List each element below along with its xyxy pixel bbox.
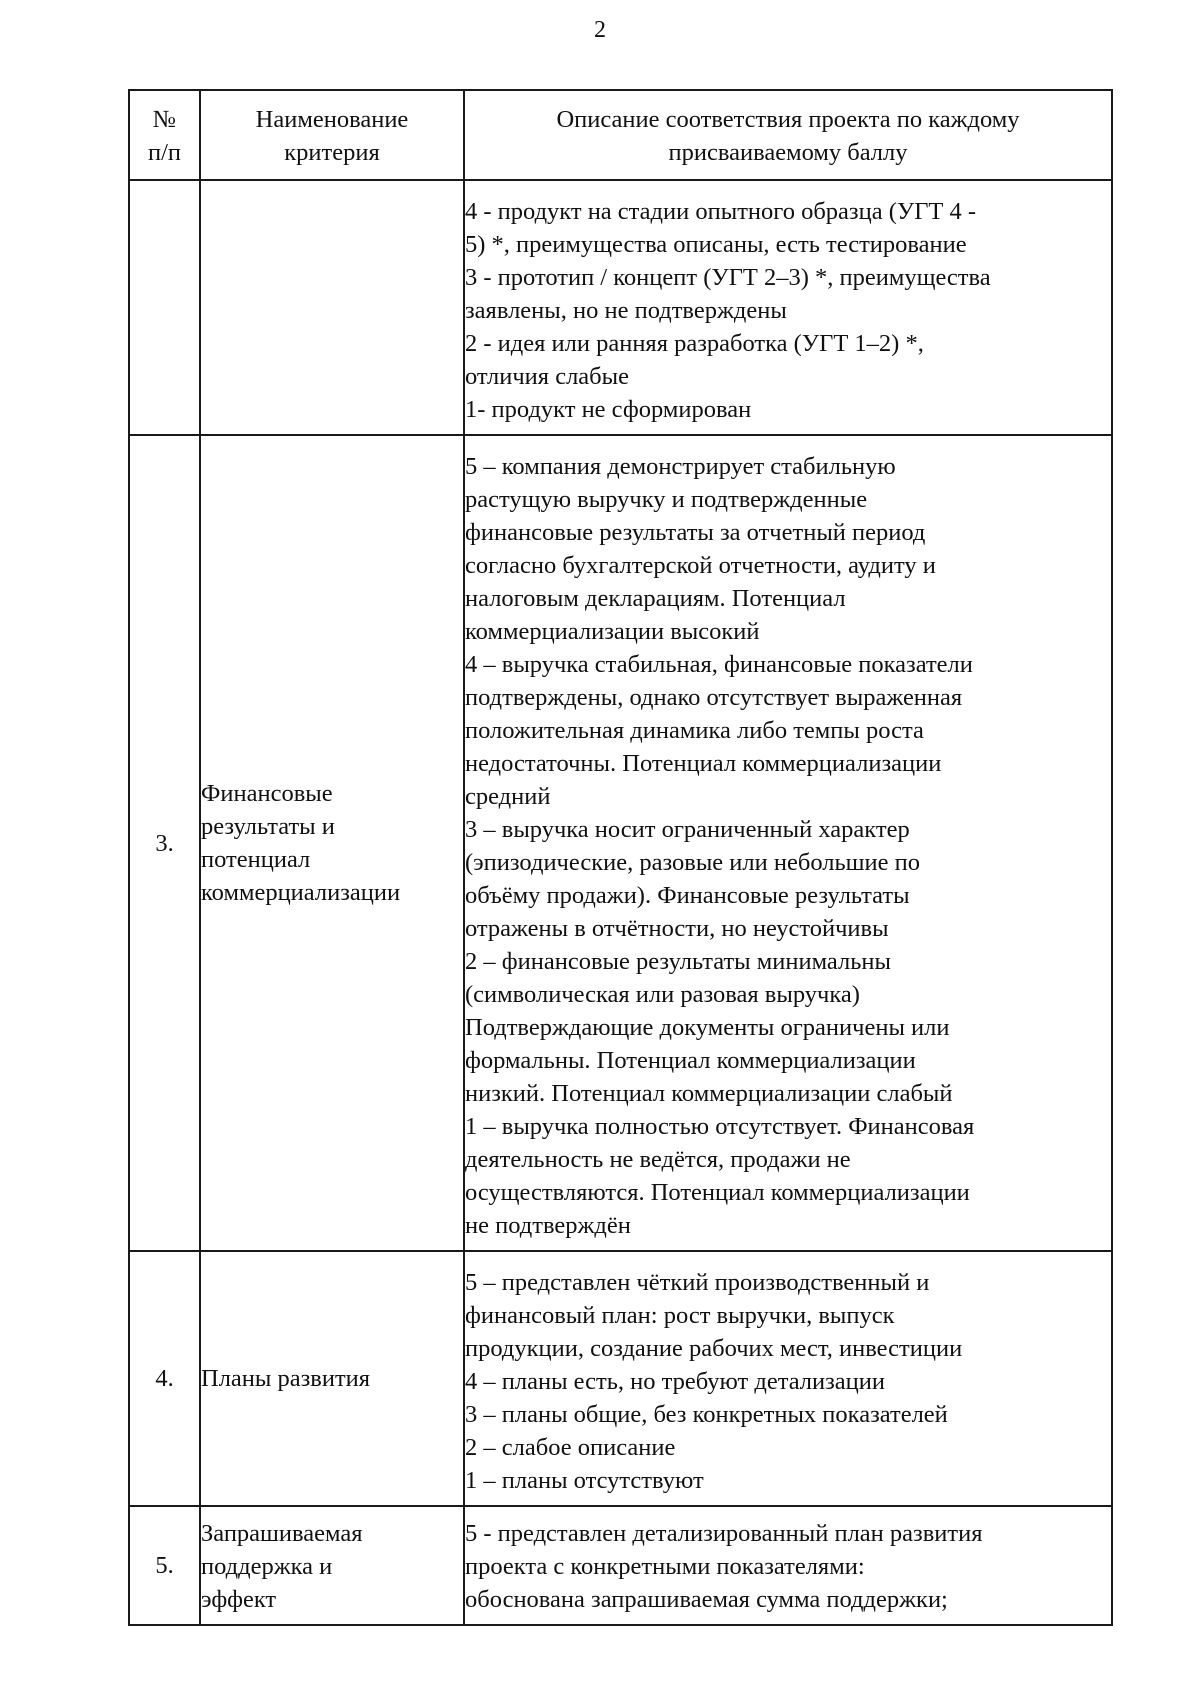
criterion-description-line: Подтверждающие документы ограничены или: [465, 1014, 950, 1041]
criterion-description-line: 5) *, преимущества описаны, есть тестирование: [465, 231, 967, 258]
header-description: [465, 91, 1111, 179]
criterion-description-line: обоснована запрашиваемая сумма поддержки;: [465, 1586, 948, 1613]
criterion-description-line: 1- продукт не сформирован: [465, 396, 752, 423]
criterion-description-line: 4 - продукт на стадии опытного образца (УГТ 4 -: [465, 198, 976, 225]
criterion-description-line: продукции, создание рабочих мест, инвестиции: [465, 1335, 963, 1362]
criterion-description-line: отличия слабые: [465, 363, 629, 390]
criterion-name-line: Планы развития: [201, 1365, 371, 1392]
criterion-description-line: 4 – планы есть, но требуют детализации: [465, 1368, 886, 1395]
criterion-description-cell: [464, 180, 1112, 435]
criterion-description-line: (эпизодические, разовые или небольшие по: [465, 849, 920, 876]
criterion-name-line: результаты и: [201, 813, 335, 840]
criterion-name-cell: [200, 435, 464, 1251]
criterion-description-line: 2 - идея или ранняя разработка (УГТ 1–2) *,: [465, 330, 924, 357]
header-description-cell: [464, 90, 1112, 180]
table-row: [129, 435, 1112, 1251]
row-number-cell: [129, 1251, 200, 1506]
criterion-description-cell: [464, 435, 1112, 1251]
header-num-cell: [129, 90, 200, 180]
criterion-name-line: потенциал: [201, 846, 311, 873]
criterion-name-cell: [200, 1251, 464, 1506]
criterion-description-line: 2 – слабое описание: [465, 1434, 676, 1461]
criterion-description-line: недостаточны. Потенциал коммерциализации: [465, 750, 942, 777]
criterion-description-line: не подтверждён: [465, 1212, 631, 1239]
criterion-description-line: деятельность не ведётся, продажи не: [465, 1146, 851, 1173]
header-description-line: Описание соответствия проекта по каждому: [556, 106, 1020, 133]
header-name-cell: [200, 90, 464, 180]
criterion-description-line: 3 – планы общие, без конкретных показателей: [465, 1401, 948, 1428]
criterion-name-cell: [200, 180, 464, 435]
row-number: 5.: [155, 1552, 174, 1579]
criterion-name-line: эффект: [201, 1586, 277, 1613]
page-number: 2: [594, 17, 606, 43]
criterion-description-line: 1 – выручка полностью отсутствует. Финансовая: [465, 1113, 975, 1140]
criterion-description-line: налоговым декларациям. Потенциал: [465, 585, 846, 612]
criterion-description-line: финансовый план: рост выручки, выпуск: [465, 1302, 895, 1329]
criteria-table: [128, 89, 1113, 1626]
row-number-cell: [129, 180, 200, 435]
criterion-description-line: 3 – выручка носит ограниченный характер: [465, 816, 910, 843]
row-number-cell: [129, 1506, 200, 1625]
criterion-description-line: подтверждены, однако отсутствует выраженная: [465, 684, 963, 711]
table-row: [129, 1506, 1112, 1625]
header-num-line: п/п: [147, 139, 182, 166]
criterion-description-line: заявлены, но не подтверждены: [465, 297, 787, 324]
table-row: [129, 180, 1112, 435]
criterion-description-line: формальны. Потенциал коммерциализации: [465, 1047, 916, 1074]
criterion-description-line: 1 – планы отсутствуют: [465, 1467, 704, 1494]
table-header-row: [129, 90, 1112, 180]
criterion-description-line: 5 – представлен чёткий производственный и: [465, 1269, 930, 1296]
header-description-line: присваиваемому баллу: [668, 139, 908, 166]
criterion-name-line: Запрашиваемая: [201, 1520, 363, 1547]
criterion-name-cell: [200, 1506, 464, 1625]
criterion-description-line: финансовые результаты за отчетный период: [465, 519, 926, 546]
header-num-line: №: [152, 106, 177, 133]
criterion-description-cell: [464, 1506, 1112, 1625]
header-num: [130, 91, 199, 179]
criterion-description-line: средний: [465, 783, 551, 810]
row-number-cell: [129, 435, 200, 1251]
header-name-line: критерия: [284, 139, 380, 166]
table-body: [129, 180, 1112, 1625]
criterion-description-line: 5 - представлен детализированный план развития: [465, 1520, 983, 1547]
criterion-description-line: объёму продажи). Финансовые результаты: [465, 882, 910, 909]
criterion-description-line: (символическая или разовая выручка): [465, 981, 860, 1008]
criterion-description-line: низкий. Потенциал коммерциализации слабый: [465, 1080, 953, 1107]
criterion-description-line: согласно бухгалтерской отчетности, аудиту и: [465, 552, 936, 579]
criterion-name-line: коммерциализации: [201, 879, 401, 906]
header-name: [201, 91, 463, 179]
criterion-description-line: отражены в отчётности, но неустойчивы: [465, 915, 889, 942]
row-number: 3.: [155, 829, 174, 857]
criterion-description-line: 3 - прототип / концепт (УГТ 2–3) *, преимущества: [465, 264, 991, 291]
row-number: 4.: [155, 1365, 174, 1392]
criterion-name-line: поддержка и: [201, 1553, 333, 1580]
header-name-line: Наименование: [255, 106, 409, 133]
criterion-description-line: 2 – финансовые результаты минимальны: [465, 948, 891, 975]
criterion-description-line: осуществляются. Потенциал коммерциализации: [465, 1179, 970, 1206]
criterion-description-line: 5 – компания демонстрирует стабильную: [465, 453, 896, 480]
criterion-description-line: 4 – выручка стабильная, финансовые показатели: [465, 651, 973, 678]
criterion-description-line: проекта с конкретными показателями:: [465, 1553, 865, 1580]
table-row: [129, 1251, 1112, 1506]
criterion-name-line: Финансовые: [201, 780, 333, 807]
criterion-description-line: коммерциализации высокий: [465, 618, 760, 645]
criterion-description-line: растущую выручку и подтвержденные: [465, 486, 868, 513]
criterion-description-line: положительная динамика либо темпы роста: [465, 717, 924, 744]
criterion-description-cell: [464, 1251, 1112, 1506]
